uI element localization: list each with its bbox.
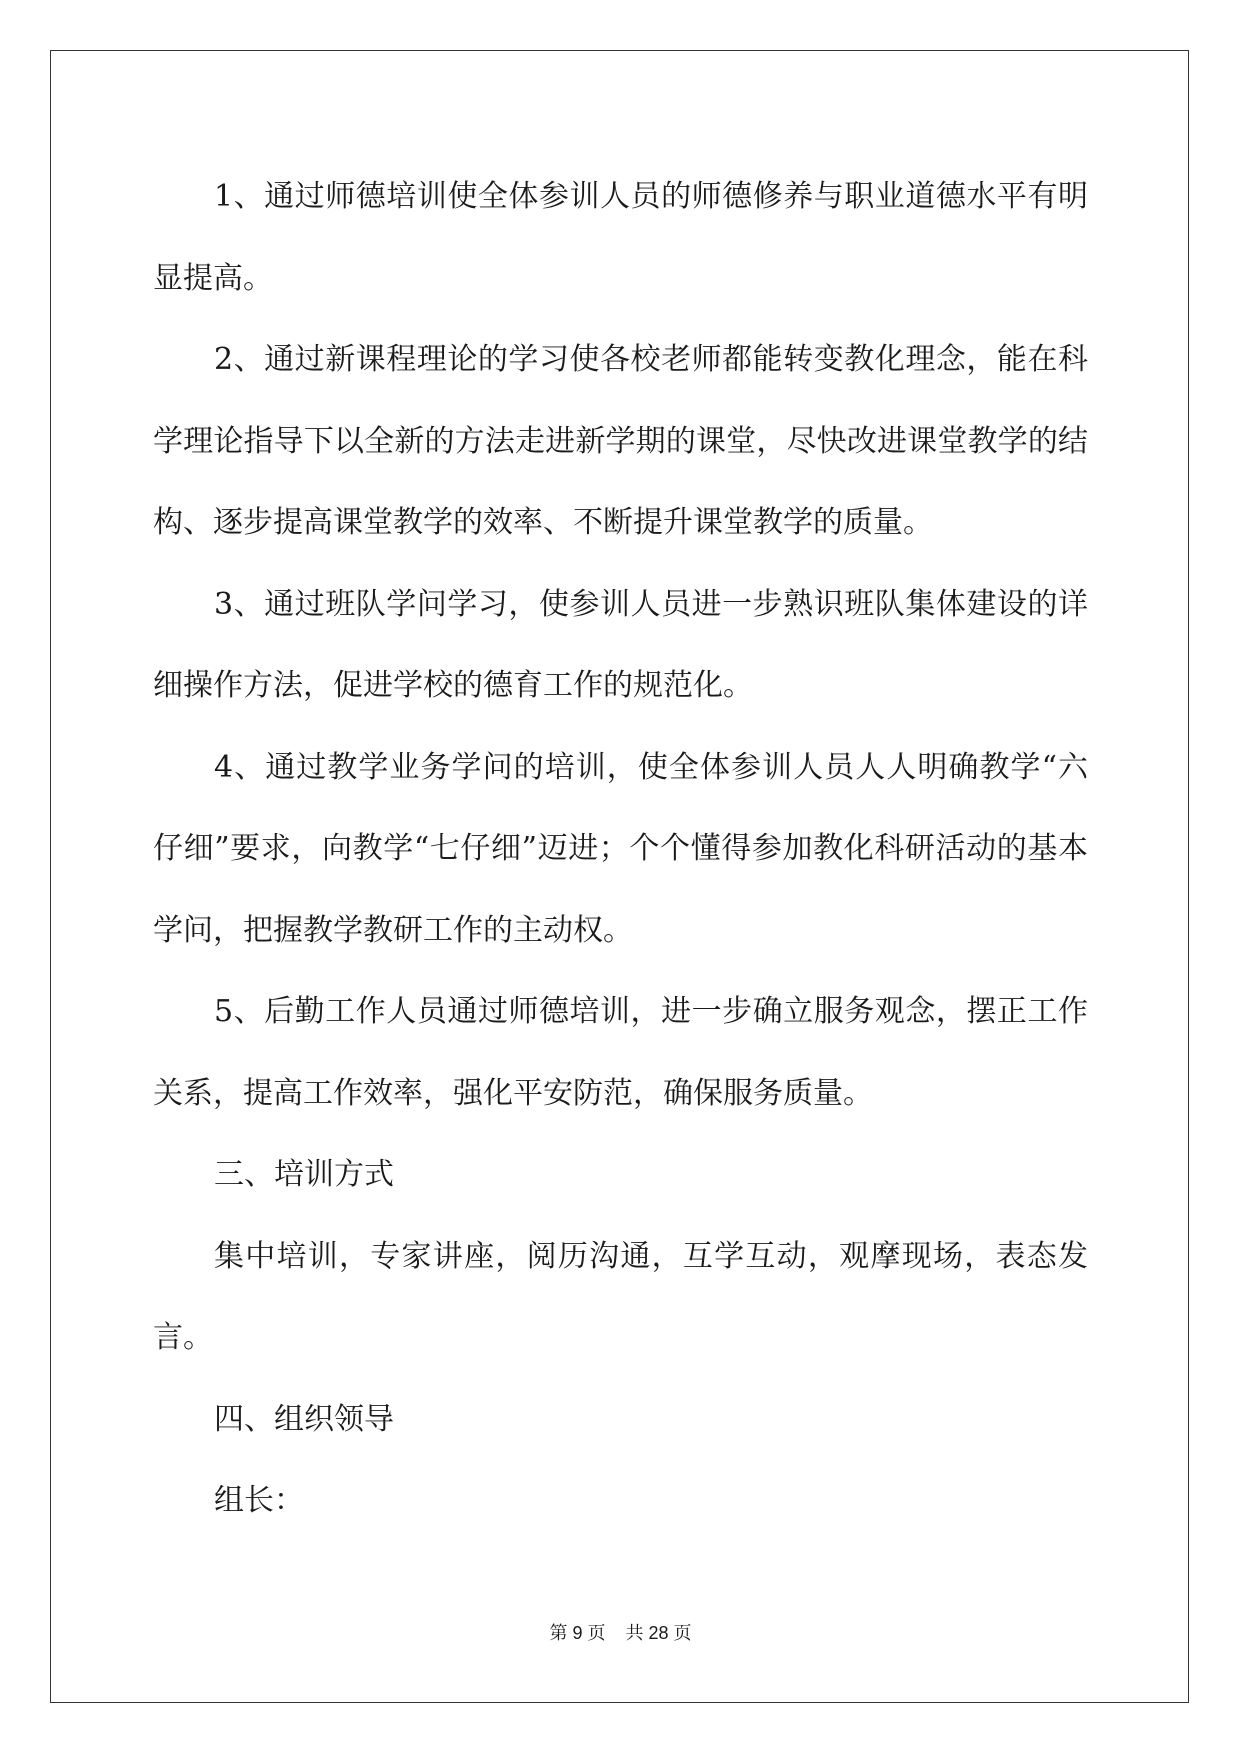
paragraph-goal-1: 1、通过师德培训使全体参训人员的师德修养与职业道德水平有明显提高。 bbox=[153, 179, 1088, 296]
paragraph-goal-4: 4、通过教学业务学问的培训，使全体参训人员人人明确教学“六仔细”要求，向教学“七仔细”迈进；个个懂得参加教化科研活动的基本学问，把握教学教研工作的主动权。 bbox=[153, 749, 1088, 948]
paragraph-goal-5: 5、后勤工作人员通过师德培训，进一步确立服务观念，摆正工作关系，提高工作效率，强化平安防范，确保服务质量。 bbox=[153, 994, 1088, 1111]
page-number-footer: 第 9 页 共 28 页 bbox=[549, 1623, 692, 1643]
document-body bbox=[153, 156, 1088, 1542]
section-heading-training-method: 三、培训方式 bbox=[214, 1157, 394, 1192]
paragraph-group-leader: 组长： bbox=[214, 1483, 304, 1518]
section-heading-organization: 四、组织领导 bbox=[214, 1401, 394, 1437]
paragraph-goal-2: 2、通过新课程理论的学习使各校老师都能转变教化理念，能在科学理论指导下以全新的方法走进新学期的课堂，尽快改进课堂教学的结构、逐步提高课堂教学的效率、不断提升课堂教学的质量。 bbox=[153, 342, 1088, 540]
paragraph-goal-3: 3、通过班队学问学习，使参训人员进一步熟识班队集体建设的详细操作方法，促进学校的德育工作的规范化。 bbox=[153, 586, 1088, 703]
paragraph-training-method: 集中培训，专家讲座，阅历沟通，互学互动，观摩现场，表态发言。 bbox=[153, 1238, 1088, 1355]
